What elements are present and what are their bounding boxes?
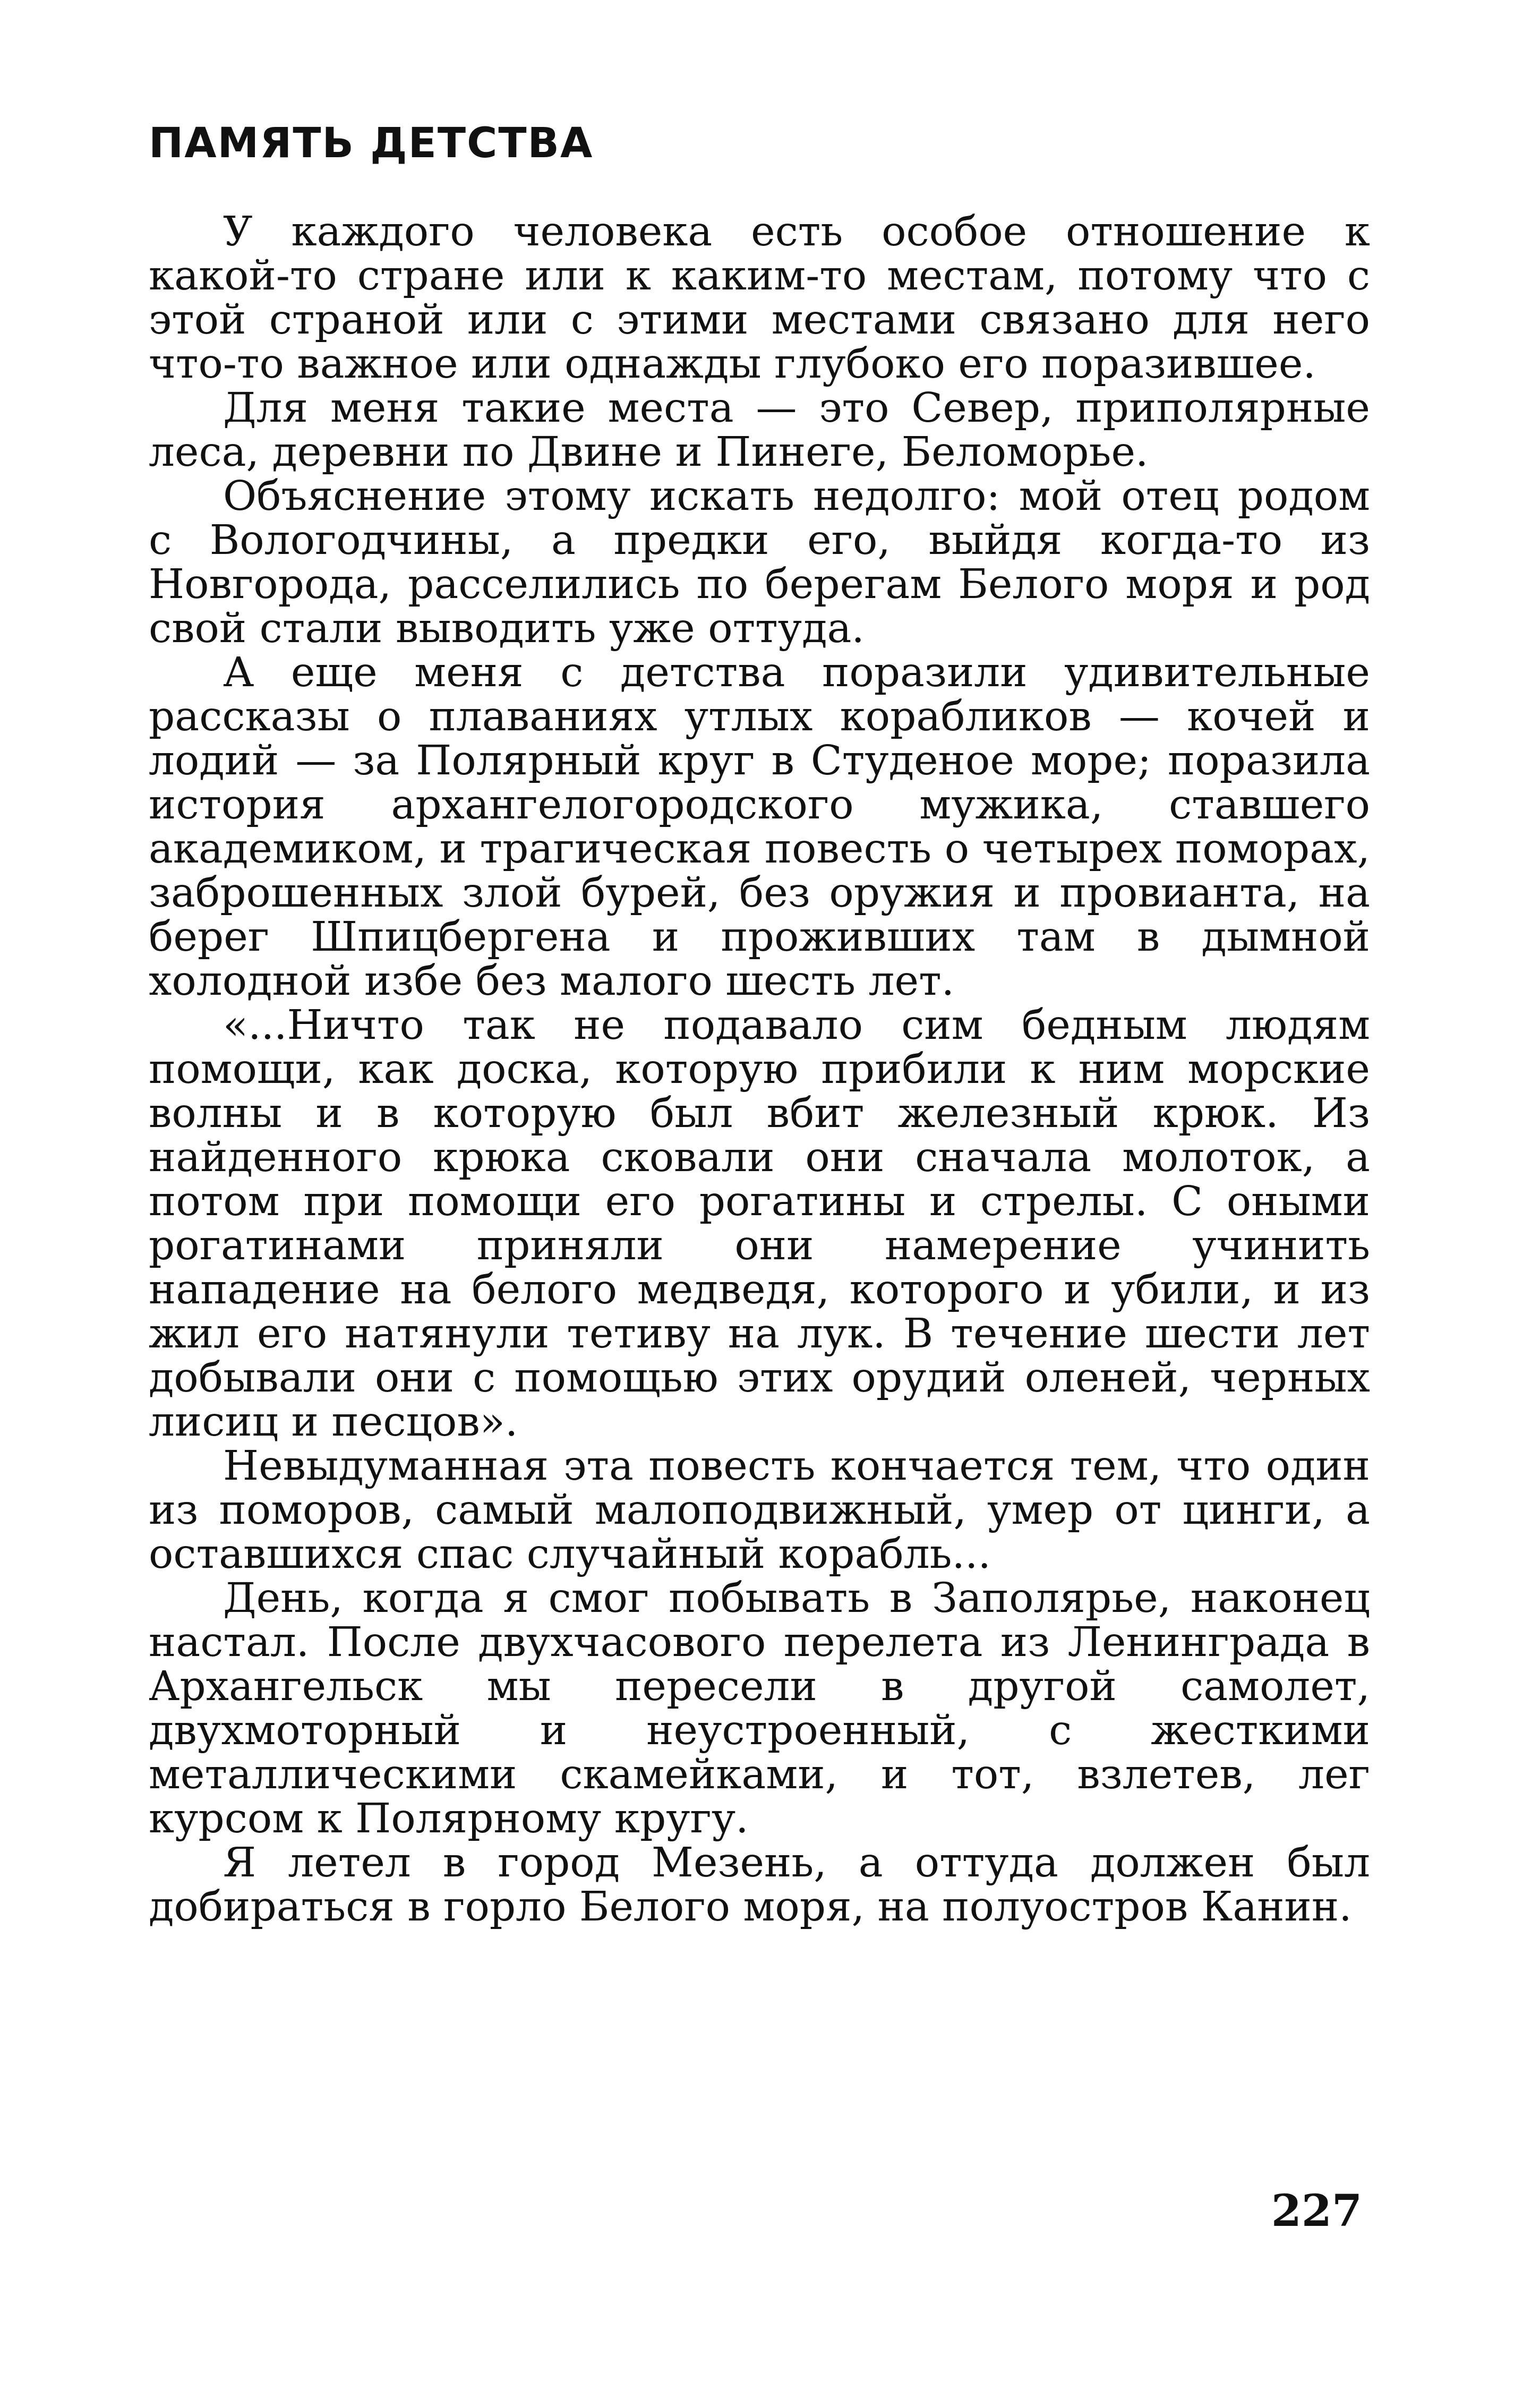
chapter-title: ПАМЯТЬ ДЕТСТВА — [149, 120, 594, 167]
quote-paragraph: «...Ничто так не подавало сим бедным людям помощи, как доска, которую прибили к ним морские волны и в которую был вбит железный крюк. Из найденного крюка сковали они сначала молоток, а потом при помощи его рогатины и стрелы. С оными рогатинами приняли они намерение учинить нападение на белого медведя, которого и убили, и из жил его натянули тетиву на лук. В течение шести лет добывали они с помощью этих орудий оленей, черных лисиц и песцов». — [149, 1002, 1370, 1446]
paragraph: У каждого человека есть особое отношение к какой-то стране или к каким-то местам, потому что с этой страной или с этими местами связано для него что-то важное или однажды глубоко его поразившее. — [149, 208, 1370, 388]
paragraph: Объяснение этому искать недолго: мой отец родом с Вологодчины, а предки его, выйдя когда-то из Новгорода, расселились по берегам Белого моря и род свой стали выводить уже оттуда. — [149, 473, 1370, 652]
paragraph: День, когда я смог побывать в Заполярье, наконец настал. После двухчасового перелета из Ленинграда в Архангельск мы пересели в другой самолет, двухмоторный и неустроенный, с жесткими металлическими скамейками, и тот, взлетев, лег курсом к Полярному кругу. — [149, 1575, 1370, 1842]
page-number: 227 — [1271, 2186, 1362, 2237]
paragraph: Для меня такие места — это Север, приполярные леса, деревни по Двине и Пинеге, Беломорье. — [149, 385, 1370, 476]
paragraph: Я летел в город Мезень, а оттуда должен был добираться в горло Белого моря, на полуостров Канин. — [149, 1839, 1370, 1931]
paragraph: Невыдуманная эта повесть кончается тем, что один из поморов, самый малоподвижный, умер от цинги, а оставшихся спас случайный корабль... — [149, 1442, 1370, 1578]
paragraph: А еще меня с детства поразили удивительные рассказы о плаваниях утлых корабликов — кочей и лодий — за Полярный круг в Студеное море; поразила история архангелогородского мужика, ставшего академиком, и трагическая повесть о четырех поморах, заброшенных злой бурей, без оружия и провианта, на берег Шпицбергена и проживших там в дымной холодной избе без малого шесть лет. — [149, 649, 1370, 1005]
body-text — [149, 210, 1370, 1929]
